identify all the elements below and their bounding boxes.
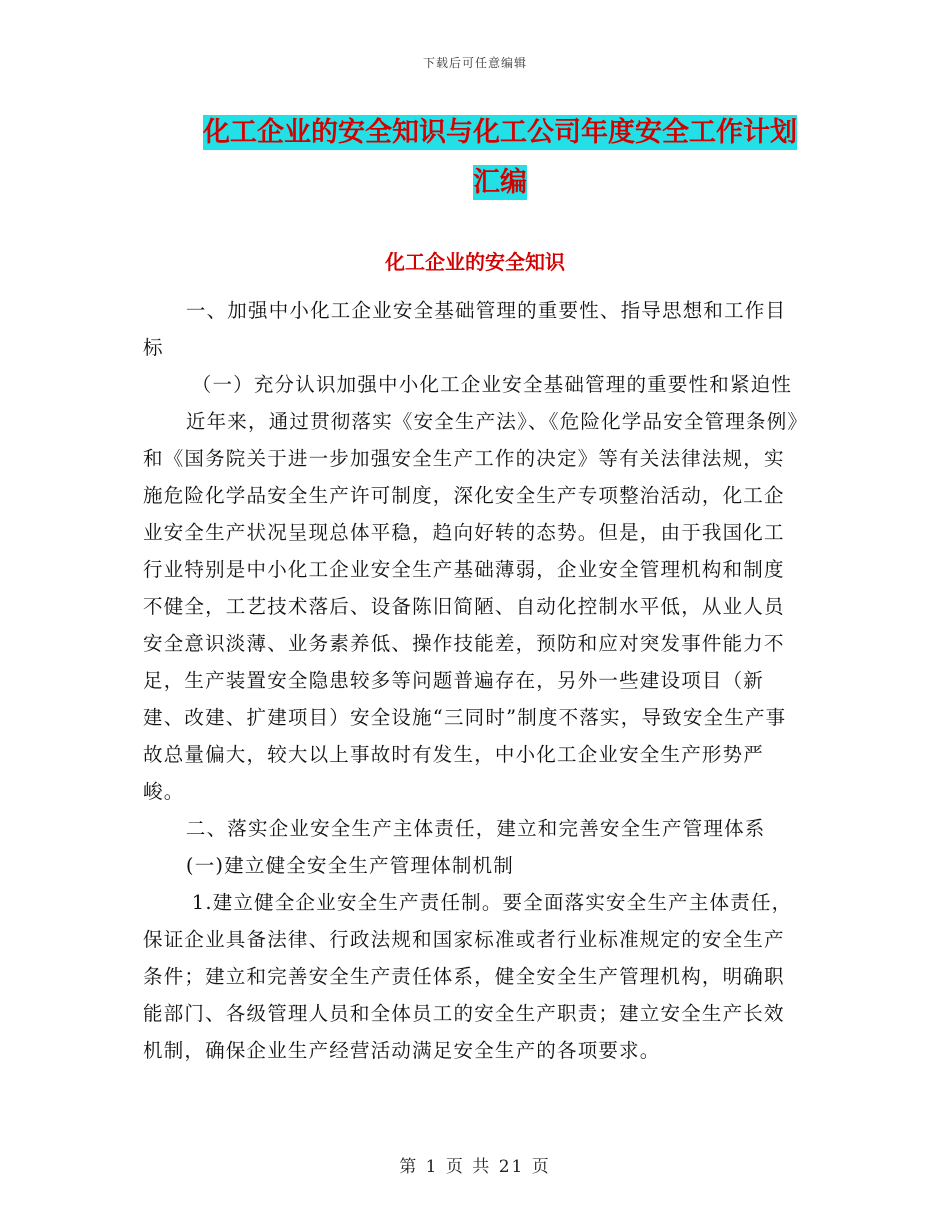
- paragraph-responsibility: 1.建立健全企业安全生产责任制。要全面落实安全生产主体责任，保证企业具备法律、行政法规和国家标准或者行业标准规定的安全生产条件；建立和完善安全生产责任体系，健全安全生产管理机构，明确职能部门、各级管理人员和全体员工的安全生产职责；建立安全生产长效机制，确保企业生产经营活动满足安全生产的各项要求。: [143, 891, 793, 1062]
- document-body: [143, 292, 803, 1069]
- header-note: 下载后可任意编辑: [422, 56, 527, 70]
- document-title: [190, 108, 810, 208]
- section-title: 化工企业的安全知识: [385, 250, 565, 274]
- heading-1: 一、加强中小化工企业安全基础管理的重要性、指导思想和工作目标: [143, 299, 787, 359]
- subheading-1-1: （一）充分认识加强中小化工企业安全基础管理的重要性和紧迫性: [191, 373, 793, 396]
- document-title-text: 化工企业的安全知识与化工公司年度安全工作计划汇编: [203, 117, 797, 198]
- page-footer: 第 1 页 共 21 页: [399, 1157, 551, 1177]
- subheading-2-1: (一)建立健全安全生产管理体制机制: [185, 854, 515, 877]
- heading-2: 二、落实企业安全生产主体责任，建立和完善安全生产管理体系: [185, 817, 766, 840]
- paragraph-intro: 近年来，通过贯彻落实《安全生产法》、《危险化学品安全管理条例》和《国务院关于进一步加强安全生产工作的决定》等有关法律法规，实施危险化学品安全生产许可制度，深化安全生产专项整治活动，化工企业安全生产状况呈现总体平稳，趋向好转的态势。但是，由于我国化工行业特别是中小化工企业安全生产基础薄弱，企业安全管理机构和制度不健全，工艺技术落后、设备陈旧简陋、自动化控制水平低，从业人员安全意识淡薄、业务素养低、操作技能差，预防和应对突发事件能力不足，生产装置安全隐患较多等问题普遍存在，另外一些建设项目（新建、改建、扩建项目）安全设施“三同时”制度不落实，导致安全生产事故总量偏大，较大以上事故时有发生，中小化工企业安全生产形势严峻。: [143, 410, 799, 803]
